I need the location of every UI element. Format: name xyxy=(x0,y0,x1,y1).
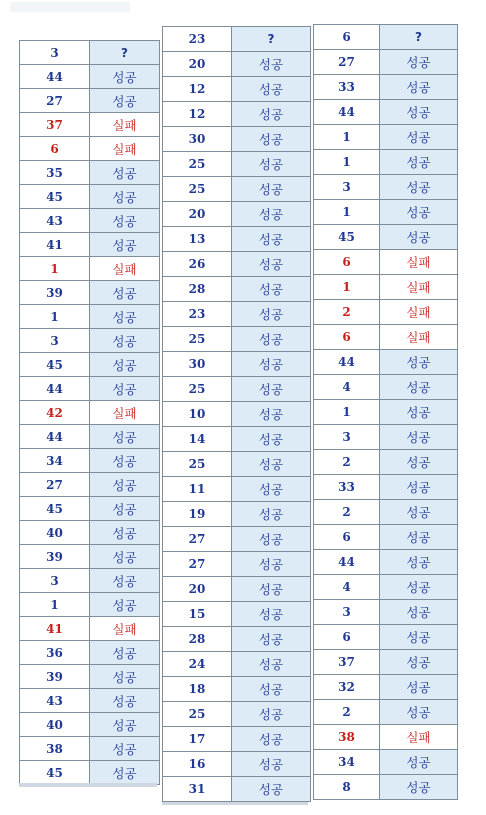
result-cell: 성공 xyxy=(232,52,311,77)
result-cell: 성공 xyxy=(232,302,311,327)
result-cell: 성공 xyxy=(90,521,160,545)
table-row xyxy=(163,252,311,277)
table-row xyxy=(163,527,311,552)
header-number-cell: 23 xyxy=(163,27,232,52)
result-cell: 성공 xyxy=(90,233,160,257)
number-cell: 43 xyxy=(20,209,90,233)
number-cell: 1 xyxy=(314,275,380,300)
table-row xyxy=(20,377,160,401)
results-table-3 xyxy=(313,24,458,800)
result-cell: 성공 xyxy=(232,452,311,477)
table-row xyxy=(20,689,160,713)
number-cell: 44 xyxy=(314,550,380,575)
header-result-cell: ? xyxy=(232,27,311,52)
result-cell: 실패 xyxy=(90,113,160,137)
table-row xyxy=(20,545,160,569)
number-cell: 44 xyxy=(314,350,380,375)
table-row xyxy=(20,65,160,89)
number-cell: 1 xyxy=(20,305,90,329)
result-cell: 성공 xyxy=(232,577,311,602)
results-table-1 xyxy=(19,40,160,785)
number-cell: 27 xyxy=(314,50,380,75)
result-cell: 성공 xyxy=(90,425,160,449)
number-cell: 45 xyxy=(20,185,90,209)
number-cell: 39 xyxy=(20,665,90,689)
number-cell: 2 xyxy=(314,500,380,525)
table-row xyxy=(163,552,311,577)
table-row xyxy=(163,227,311,252)
number-cell: 45 xyxy=(314,225,380,250)
table-row xyxy=(20,497,160,521)
number-cell: 20 xyxy=(163,202,232,227)
table-header-row xyxy=(314,25,458,50)
number-cell: 4 xyxy=(314,575,380,600)
number-cell: 26 xyxy=(163,252,232,277)
table-row xyxy=(314,525,458,550)
number-cell: 25 xyxy=(163,327,232,352)
result-cell: 성공 xyxy=(232,777,311,802)
number-cell: 17 xyxy=(163,727,232,752)
table-row xyxy=(163,652,311,677)
table-row xyxy=(314,475,458,500)
table-row xyxy=(314,500,458,525)
result-cell: 성공 xyxy=(380,350,458,375)
table-row xyxy=(20,713,160,737)
table-2-bottom-shadow xyxy=(162,802,308,805)
table-row xyxy=(163,127,311,152)
table-row xyxy=(314,425,458,450)
result-cell: 실패 xyxy=(90,401,160,425)
number-cell: 6 xyxy=(314,625,380,650)
result-cell: 성공 xyxy=(380,675,458,700)
table-row xyxy=(314,400,458,425)
result-cell: 실패 xyxy=(90,257,160,281)
number-cell: 36 xyxy=(20,641,90,665)
header-number-cell: 6 xyxy=(314,25,380,50)
table-header-row xyxy=(20,41,160,65)
number-cell: 2 xyxy=(314,300,380,325)
result-cell: 성공 xyxy=(380,500,458,525)
result-cell: 성공 xyxy=(232,552,311,577)
table-row xyxy=(20,329,160,353)
header-result-cell: ? xyxy=(90,41,160,65)
result-cell: 성공 xyxy=(90,569,160,593)
result-cell: 성공 xyxy=(380,200,458,225)
result-cell: 성공 xyxy=(380,550,458,575)
result-cell: 성공 xyxy=(380,525,458,550)
table-row xyxy=(314,325,458,350)
number-cell: 27 xyxy=(163,552,232,577)
result-cell: 성공 xyxy=(232,202,311,227)
number-cell: 38 xyxy=(20,737,90,761)
table-row xyxy=(20,113,160,137)
table-row xyxy=(20,641,160,665)
table-row xyxy=(20,305,160,329)
result-cell: 성공 xyxy=(380,125,458,150)
result-cell: 성공 xyxy=(232,627,311,652)
number-cell: 1 xyxy=(314,125,380,150)
result-cell: 성공 xyxy=(380,400,458,425)
result-cell: 성공 xyxy=(232,352,311,377)
results-table-2 xyxy=(162,26,311,802)
number-cell: 25 xyxy=(163,152,232,177)
number-cell: 25 xyxy=(163,177,232,202)
table-row xyxy=(20,617,160,641)
result-cell: 성공 xyxy=(380,775,458,800)
table-row xyxy=(163,427,311,452)
table-row xyxy=(20,593,160,617)
number-cell: 24 xyxy=(163,652,232,677)
table-row xyxy=(20,137,160,161)
table-row xyxy=(20,761,160,785)
table-row xyxy=(314,600,458,625)
result-cell: 성공 xyxy=(90,449,160,473)
number-cell: 40 xyxy=(20,521,90,545)
number-cell: 20 xyxy=(163,577,232,602)
number-cell: 37 xyxy=(20,113,90,137)
number-cell: 42 xyxy=(20,401,90,425)
number-cell: 33 xyxy=(314,475,380,500)
table-row xyxy=(314,550,458,575)
table-row xyxy=(20,89,160,113)
result-cell: 성공 xyxy=(232,152,311,177)
table-row xyxy=(314,250,458,275)
number-cell: 39 xyxy=(20,281,90,305)
table-row xyxy=(314,200,458,225)
table-row xyxy=(20,473,160,497)
result-cell: 성공 xyxy=(380,225,458,250)
number-cell: 30 xyxy=(163,127,232,152)
result-cell: 실패 xyxy=(380,325,458,350)
result-cell: 성공 xyxy=(380,700,458,725)
table-row xyxy=(163,352,311,377)
number-cell: 25 xyxy=(163,377,232,402)
table-row xyxy=(314,300,458,325)
table-row xyxy=(163,327,311,352)
table-row xyxy=(20,233,160,257)
number-cell: 13 xyxy=(163,227,232,252)
table-row xyxy=(314,175,458,200)
result-cell: 성공 xyxy=(232,227,311,252)
result-cell: 성공 xyxy=(232,752,311,777)
table-row xyxy=(20,569,160,593)
number-cell: 35 xyxy=(20,161,90,185)
table-row xyxy=(163,377,311,402)
table-row xyxy=(163,177,311,202)
result-cell: 성공 xyxy=(232,702,311,727)
number-cell: 3 xyxy=(314,425,380,450)
table-row xyxy=(314,150,458,175)
result-cell: 성공 xyxy=(232,377,311,402)
result-cell: 성공 xyxy=(380,425,458,450)
number-cell: 33 xyxy=(314,75,380,100)
number-cell: 6 xyxy=(314,325,380,350)
result-cell: 실패 xyxy=(90,137,160,161)
result-cell: 성공 xyxy=(90,377,160,401)
result-cell: 성공 xyxy=(232,77,311,102)
number-cell: 11 xyxy=(163,477,232,502)
table-row xyxy=(163,277,311,302)
number-cell: 40 xyxy=(20,713,90,737)
result-cell: 성공 xyxy=(232,677,311,702)
table-row xyxy=(163,727,311,752)
table-row xyxy=(314,700,458,725)
number-cell: 27 xyxy=(163,527,232,552)
table-row xyxy=(163,52,311,77)
table-row xyxy=(314,675,458,700)
table-row xyxy=(20,281,160,305)
table-row xyxy=(20,449,160,473)
result-cell: 실패 xyxy=(380,250,458,275)
table-row xyxy=(314,775,458,800)
table-row xyxy=(163,777,311,802)
number-cell: 15 xyxy=(163,602,232,627)
table-row xyxy=(163,677,311,702)
table-row xyxy=(163,302,311,327)
header-result-cell: ? xyxy=(380,25,458,50)
number-cell: 8 xyxy=(314,775,380,800)
table-row xyxy=(314,650,458,675)
number-cell: 12 xyxy=(163,77,232,102)
result-cell: 성공 xyxy=(232,502,311,527)
table-row xyxy=(314,100,458,125)
table-row xyxy=(20,521,160,545)
number-cell: 3 xyxy=(20,569,90,593)
result-cell: 성공 xyxy=(232,527,311,552)
result-cell: 성공 xyxy=(232,477,311,502)
result-cell: 성공 xyxy=(90,209,160,233)
result-cell: 성공 xyxy=(380,750,458,775)
result-cell: 성공 xyxy=(380,175,458,200)
result-cell: 성공 xyxy=(90,545,160,569)
result-cell: 성공 xyxy=(90,737,160,761)
number-cell: 30 xyxy=(163,352,232,377)
result-cell: 성공 xyxy=(90,281,160,305)
result-cell: 성공 xyxy=(380,575,458,600)
result-cell: 성공 xyxy=(232,277,311,302)
result-cell: 성공 xyxy=(380,475,458,500)
number-cell: 43 xyxy=(20,689,90,713)
table-row xyxy=(314,375,458,400)
faint-header-strip xyxy=(10,2,130,12)
table-row xyxy=(20,737,160,761)
result-cell: 성공 xyxy=(90,185,160,209)
number-cell: 27 xyxy=(20,89,90,113)
number-cell: 25 xyxy=(163,452,232,477)
result-cell: 성공 xyxy=(90,761,160,785)
result-cell: 실패 xyxy=(380,725,458,750)
number-cell: 1 xyxy=(314,400,380,425)
number-cell: 38 xyxy=(314,725,380,750)
table-row xyxy=(163,202,311,227)
table-row xyxy=(20,161,160,185)
table-row xyxy=(20,257,160,281)
number-cell: 45 xyxy=(20,353,90,377)
number-cell: 3 xyxy=(20,329,90,353)
number-cell: 31 xyxy=(163,777,232,802)
number-cell: 1 xyxy=(20,593,90,617)
number-cell: 1 xyxy=(314,200,380,225)
table-row xyxy=(163,702,311,727)
result-cell: 성공 xyxy=(90,593,160,617)
number-cell: 2 xyxy=(314,700,380,725)
result-cell: 성공 xyxy=(90,65,160,89)
result-cell: 성공 xyxy=(90,473,160,497)
result-cell: 성공 xyxy=(232,327,311,352)
number-cell: 44 xyxy=(314,100,380,125)
number-cell: 44 xyxy=(20,377,90,401)
table-row xyxy=(314,625,458,650)
number-cell: 45 xyxy=(20,497,90,521)
table-row xyxy=(163,77,311,102)
number-cell: 3 xyxy=(314,600,380,625)
number-cell: 27 xyxy=(20,473,90,497)
result-cell: 성공 xyxy=(232,127,311,152)
number-cell: 6 xyxy=(20,137,90,161)
header-number-cell: 3 xyxy=(20,41,90,65)
number-cell: 12 xyxy=(163,102,232,127)
number-cell: 4 xyxy=(314,375,380,400)
table-header-row xyxy=(163,27,311,52)
result-cell: 성공 xyxy=(380,75,458,100)
number-cell: 1 xyxy=(20,257,90,281)
table-row xyxy=(20,209,160,233)
result-cell: 성공 xyxy=(90,89,160,113)
table-row xyxy=(20,425,160,449)
result-cell: 실패 xyxy=(380,300,458,325)
result-cell: 성공 xyxy=(232,427,311,452)
result-cell: 성공 xyxy=(232,102,311,127)
table-row xyxy=(314,275,458,300)
result-cell: 실패 xyxy=(380,275,458,300)
result-cell: 성공 xyxy=(90,161,160,185)
table-row xyxy=(314,350,458,375)
table-1-bottom-shadow xyxy=(19,783,157,787)
table-row xyxy=(314,75,458,100)
table-row xyxy=(20,353,160,377)
number-cell: 37 xyxy=(314,650,380,675)
result-cell: 실패 xyxy=(90,617,160,641)
result-cell: 성공 xyxy=(90,329,160,353)
result-cell: 성공 xyxy=(380,625,458,650)
result-cell: 성공 xyxy=(232,177,311,202)
number-cell: 23 xyxy=(163,302,232,327)
number-cell: 44 xyxy=(20,65,90,89)
number-cell: 34 xyxy=(20,449,90,473)
number-cell: 45 xyxy=(20,761,90,785)
table-row xyxy=(163,402,311,427)
number-cell: 10 xyxy=(163,402,232,427)
table-row xyxy=(314,750,458,775)
table-row xyxy=(163,502,311,527)
number-cell: 39 xyxy=(20,545,90,569)
number-cell: 2 xyxy=(314,450,380,475)
result-cell: 성공 xyxy=(232,402,311,427)
table-row xyxy=(163,752,311,777)
result-cell: 성공 xyxy=(90,353,160,377)
number-cell: 1 xyxy=(314,150,380,175)
result-cell: 성공 xyxy=(380,375,458,400)
result-cell: 성공 xyxy=(380,150,458,175)
result-cell: 성공 xyxy=(380,100,458,125)
number-cell: 14 xyxy=(163,427,232,452)
result-cell: 성공 xyxy=(380,650,458,675)
number-cell: 6 xyxy=(314,525,380,550)
result-cell: 성공 xyxy=(232,252,311,277)
result-cell: 성공 xyxy=(232,727,311,752)
number-cell: 44 xyxy=(20,425,90,449)
table-row xyxy=(20,665,160,689)
table-row xyxy=(314,725,458,750)
table-row xyxy=(163,102,311,127)
table-row xyxy=(163,602,311,627)
result-cell: 성공 xyxy=(380,450,458,475)
number-cell: 32 xyxy=(314,675,380,700)
number-cell: 28 xyxy=(163,627,232,652)
result-cell: 성공 xyxy=(90,689,160,713)
result-cell: 성공 xyxy=(90,713,160,737)
number-cell: 28 xyxy=(163,277,232,302)
result-cell: 성공 xyxy=(232,602,311,627)
result-cell: 성공 xyxy=(90,665,160,689)
number-cell: 34 xyxy=(314,750,380,775)
number-cell: 41 xyxy=(20,233,90,257)
result-cell: 성공 xyxy=(90,305,160,329)
result-cell: 성공 xyxy=(90,641,160,665)
number-cell: 16 xyxy=(163,752,232,777)
number-cell: 6 xyxy=(314,250,380,275)
result-cell: 성공 xyxy=(380,50,458,75)
table-row xyxy=(314,225,458,250)
result-cell: 성공 xyxy=(380,600,458,625)
table-row xyxy=(20,185,160,209)
table-row xyxy=(163,477,311,502)
table-row xyxy=(163,152,311,177)
result-cell: 성공 xyxy=(90,497,160,521)
number-cell: 25 xyxy=(163,702,232,727)
table-row xyxy=(163,627,311,652)
table-row xyxy=(163,577,311,602)
table-row xyxy=(314,125,458,150)
number-cell: 41 xyxy=(20,617,90,641)
table-row xyxy=(163,452,311,477)
table-row xyxy=(314,50,458,75)
number-cell: 18 xyxy=(163,677,232,702)
number-cell: 19 xyxy=(163,502,232,527)
number-cell: 3 xyxy=(314,175,380,200)
table-row xyxy=(20,401,160,425)
table-row xyxy=(314,575,458,600)
number-cell: 20 xyxy=(163,52,232,77)
table-row xyxy=(314,450,458,475)
result-cell: 성공 xyxy=(232,652,311,677)
